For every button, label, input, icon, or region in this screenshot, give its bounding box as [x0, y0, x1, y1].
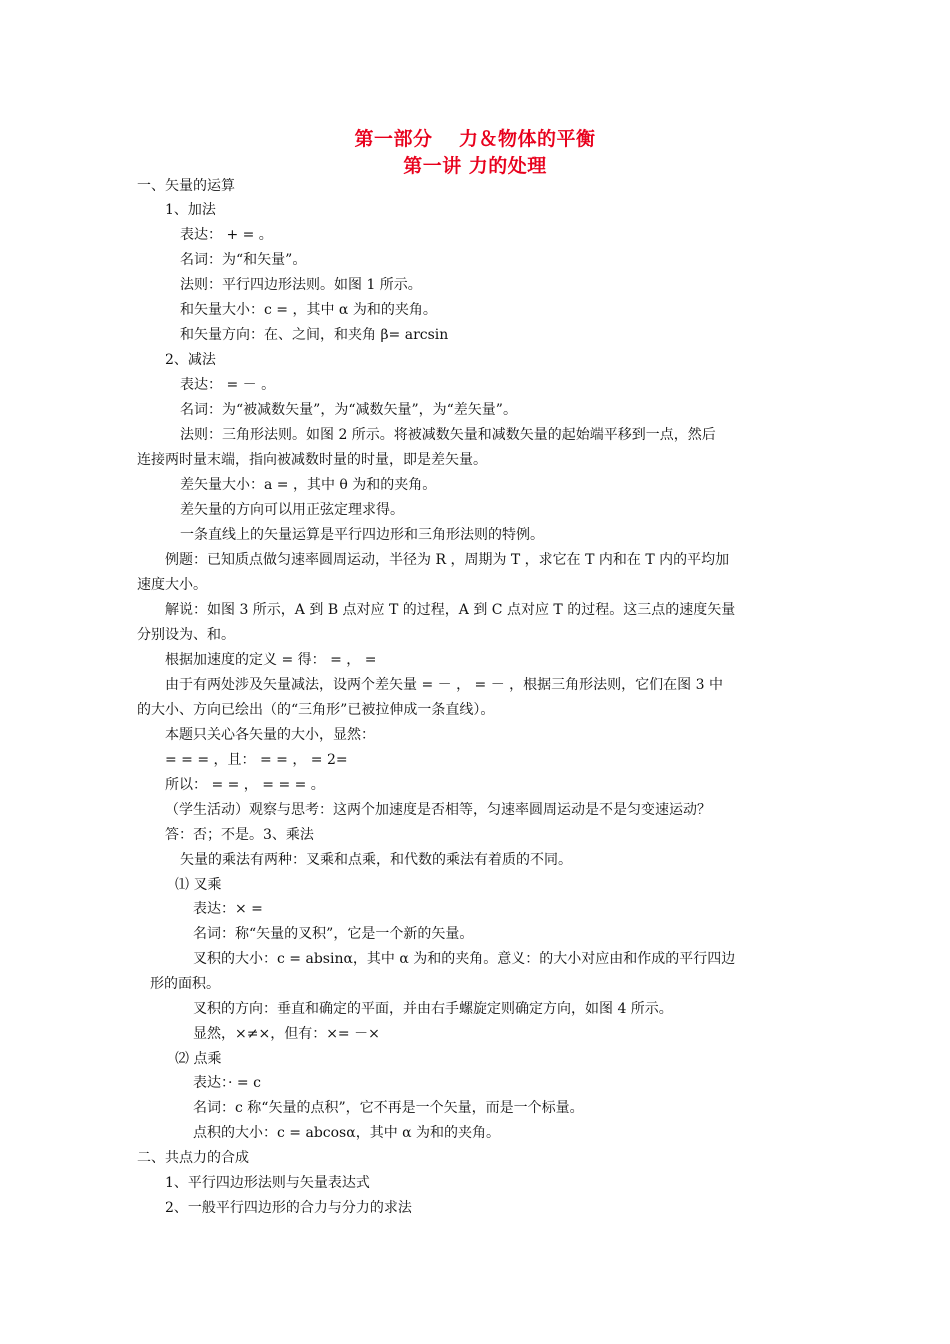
text-line: 表达： = － 。	[180, 377, 276, 393]
text-line: 叉积的方向：垂直和确定的平面，并由右手螺旋定则确定方向，如图 4 所示。	[193, 1001, 673, 1017]
text-line: 点积的大小：c = abcosα，其中 α 为和的夹角。	[193, 1125, 501, 1141]
page-title: 第一部分 力＆物体的平衡	[354, 128, 596, 150]
text-line: 名词：c 称“矢量的点积”，它不再是一个矢量，而是一个标量。	[193, 1100, 584, 1116]
section-heading: 二、共点力的合成	[137, 1150, 249, 1166]
text-line: 和矢量大小：c = ，其中 α 为和的夹角。	[180, 302, 437, 318]
text-line: 名词：为“和矢量”。	[180, 252, 307, 268]
text-line: 由于有两处涉及矢量减法，设两个差矢量 = － ， = － ，根据三角形法则，它们在图 3 中	[165, 677, 723, 693]
text-line: 根据加速度的定义 = 得： = ， =	[165, 652, 377, 668]
text-line: 分别设为、和。	[137, 627, 235, 643]
text-line: 连接两时量末端，指向被减数时量的时量，即是差矢量。	[137, 452, 487, 468]
text-line: （学生活动）观察与思考：这两个加速度是否相等，匀速率圆周运动是不是匀变速运动？	[165, 802, 711, 818]
subsection-heading: 2、减法	[165, 352, 216, 368]
text-line: 差矢量的方向可以用正弦定理求得。	[180, 502, 404, 518]
text-line: 的大小、方向已绘出（的“三角形”已被拉伸成一条直线）。	[137, 702, 495, 718]
text-line: 答：否；不是。3、乘法	[165, 827, 314, 843]
text-line: 表达： + = 。	[180, 227, 273, 243]
subsection-heading: 1、平行四边形法则与矢量表达式	[165, 1175, 370, 1191]
text-line: 显然，×≠×，但有：×= －×	[193, 1026, 380, 1042]
subsection-heading: 1、加法	[165, 202, 216, 218]
text-line: 法则：三角形法则。如图 2 所示。将被减数矢量和减数矢量的起始端平移到一点，然后	[180, 427, 716, 443]
subsection-heading: ⑵ 点乘	[175, 1051, 222, 1067]
page-subtitle: 第一讲 力的处理	[403, 155, 547, 177]
text-line: 叉积的大小：c = absinα，其中 α 为和的夹角。意义：的大小对应由和作成的平行四边	[193, 951, 736, 967]
text-line: 形的面积。	[150, 976, 220, 992]
text-line: 和矢量方向：在、之间，和夹角 β= arcsin	[180, 327, 449, 343]
text-line: 法则：平行四边形法则。如图 1 所示。	[180, 277, 422, 293]
text-line: 表达：· = c	[193, 1075, 261, 1091]
text-line: 解说：如图 3 所示，A 到 B 点对应 T 的过程，A 到 C 点对应 T 的过程。这三点的速度矢量	[165, 602, 736, 618]
text-line: 名词：为“被减数矢量”，为“减数矢量”，为“差矢量”。	[180, 402, 517, 418]
text-line: 所以： = = ， = = = 。	[165, 777, 325, 793]
text-line: 表达：× =	[193, 901, 263, 917]
text-line: = = = ，且： = = ， = 2=	[165, 752, 348, 768]
text-line: 一条直线上的矢量运算是平行四边形和三角形法则的特例。	[180, 527, 544, 543]
subsection-heading: ⑴ 叉乘	[175, 877, 222, 893]
section-heading: 一、矢量的运算	[137, 178, 235, 194]
text-line: 矢量的乘法有两种：叉乘和点乘，和代数的乘法有着质的不同。	[180, 852, 572, 868]
text-line: 例题：已知质点做匀速率圆周运动，半径为 R ，周期为 T ，求它在 T 内和在 T 内的平均加	[165, 552, 730, 568]
text-line: 本题只关心各矢量的大小，显然：	[165, 727, 375, 743]
subsection-heading: 2、一般平行四边形的合力与分力的求法	[165, 1200, 412, 1216]
text-line: 速度大小。	[137, 577, 207, 593]
text-line: 差矢量大小：a = ，其中 θ 为和的夹角。	[180, 477, 437, 493]
text-line: 名词：称“矢量的叉积”，它是一个新的矢量。	[193, 926, 474, 942]
